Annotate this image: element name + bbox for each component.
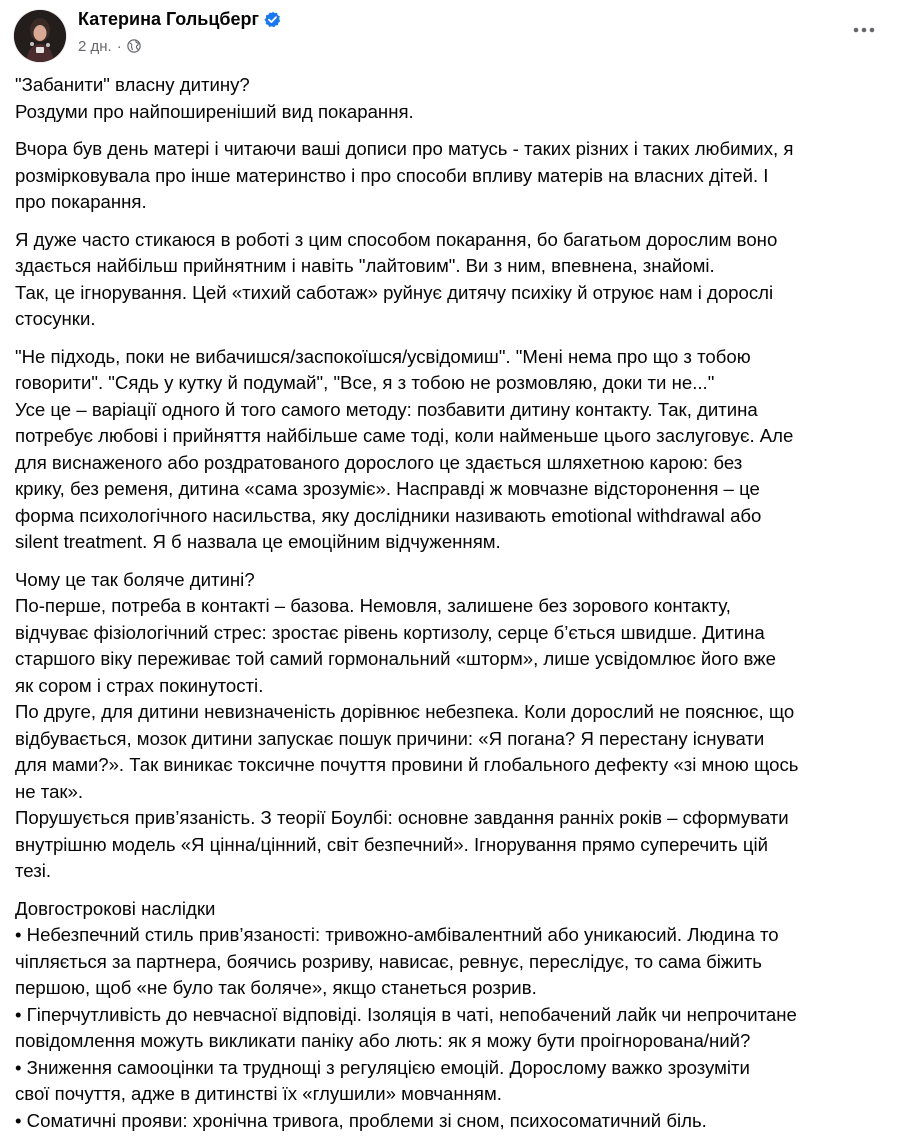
post-line: Роздуми про найпоширеніший вид покарання. [15, 100, 414, 122]
post-line: для виснаженого або роздратованого дорослого це здається шляхетною карою: без [15, 451, 743, 473]
post-line: тезі. [15, 860, 52, 881]
post-line: внутрішню модель «Я цінна/цінний, світ безпечний». Ігнорування прямо суперечить цій [15, 833, 768, 855]
post-paragraph [15, 136, 893, 216]
post-paragraph [15, 72, 893, 125]
post-paragraph [15, 227, 893, 333]
avatar-photo [14, 10, 66, 62]
post-line: повідомлення можуть викликати паніку або лють: як я можу бути проігнорована/ний? [15, 1030, 751, 1051]
author-name[interactable]: Катерина Гольцберг [78, 8, 260, 29]
post-line: "Не підходь, поки не вибачишся/заспокоїшся/усвідомиш". "Мені нема про що з тобою [15, 345, 751, 367]
post-line: По друге, для дитини невизначеність дорівнює небезпека. Коли дорослий не пояснює, що [15, 701, 795, 722]
post-line: відчуває фізіологічний стрес: зростає рівень кортизолу, серце б’ється швидше. Дитина [15, 621, 765, 643]
post-line: • Соматичні прояви: хронічна тривога, проблеми зі сном, психосоматичний біль. [15, 1109, 707, 1131]
post-line: старшого віку переживає той самий гормональний «шторм», лише усвідомлює його вже [15, 648, 776, 669]
post-line: • Гіперчутливість до невчасної відповіді. Ізоляція в чаті, непобачений лайк чи непрочитане [15, 1003, 797, 1025]
post-line: чіпляється за партнера, боячись розриву, нависає, ревнує, переслідує, то сама біжить [15, 950, 762, 972]
post-line: • Зниження самооцінки та труднощі з регуляцією емоцій. Дорослому важко зрозуміти [15, 1056, 750, 1078]
post-line: Довгострокові наслідки [15, 897, 216, 919]
post-line: форма психологічного насильства, яку дослідники називають emotional withdrawal або [15, 504, 762, 526]
post-line: Порушується прив’язаність. З теорії Боулбі: основне завдання ранніх років – сформувати [15, 807, 789, 828]
post-time[interactable]: 2 дн. [78, 37, 112, 55]
post-line: крику, без ременя, дитина «сама зрозуміє». Насправді ж мовчазне відсторонення – це [15, 478, 760, 499]
post-body [15, 72, 893, 1145]
post-line: Вчора був день матері і читаючи ваші дописи про матусь - таких різних і таких любимих, я [15, 138, 794, 159]
post-line: не так». [15, 780, 84, 802]
post-line: першою, щоб «не було так боляче», якщо станеться розрив. [15, 977, 537, 998]
post-line: silent treatment. Я б назвала це емоційним відчуженням. [15, 531, 501, 552]
post-line: для мами?». Так виникає токсичне почуття провини й глобального дефекту «зі мною щось [15, 754, 799, 775]
post-line: про покарання. [15, 191, 147, 212]
post-line: "Забанити" власну дитину? [15, 74, 250, 95]
post-line: свої почуття, адже в дитинстві їх «глушили» мовчанням. [15, 1083, 502, 1104]
post-line: здається найбільш прийнятним і навіть "лайтовим". Ви з ним, впевнена, знайомі. [15, 255, 715, 276]
post-line: розмірковувала про інше материнство і про способи впливу матерів на власних дітей. І [15, 164, 769, 186]
post-line: Чому це так боляче дитині? [15, 568, 255, 590]
post-line: стосунки. [15, 308, 96, 329]
globe-icon[interactable] [127, 39, 141, 53]
verified-badge-icon [264, 11, 281, 28]
post-line: Так, це ігнорування. Цей «тихий саботаж» руйнує дитячу психіку й отруює нам і дорослі [15, 281, 774, 303]
post-line: говорити". "Сядь у кутку й подумай", "Все, я з тобою не розмовляю, доки ти не..." [15, 372, 715, 393]
post-paragraph [15, 344, 893, 556]
post-line: відбувається, мозок дитини запускає пошук причини: «Я погана? Я перестану існувати [15, 727, 765, 749]
post-meta [78, 36, 141, 56]
post-paragraph [15, 567, 893, 885]
meta-separator: · [116, 37, 122, 55]
post-line: • Небезпечний стиль прив’язаності: тривожно-амбівалентний або уникаюсий. Людина то [15, 924, 779, 945]
more-options-button[interactable] [846, 12, 882, 48]
post-line: потребує любові і прийняття найбільше саме тоді, коли найменьше цього заслуговує. Але [15, 425, 794, 446]
author-avatar[interactable] [14, 10, 66, 62]
post-line: По-перше, потреба в контакті – базова. Немовля, залишене без зорового контакту, [15, 595, 731, 616]
post-line: Усе це – варіації одного й того самого методу: позбавити дитину контакту. Так, дитина [15, 398, 758, 420]
post-line: як сором і страх покинутості. [15, 674, 264, 696]
post-line: Я дуже часто стикаюся в роботі з цим способом покарання, бо багатьом дорослим воно [15, 228, 778, 250]
more-options-icon [853, 27, 875, 33]
post-paragraph [15, 896, 893, 1135]
author-row [78, 7, 281, 31]
post-header [0, 0, 900, 70]
